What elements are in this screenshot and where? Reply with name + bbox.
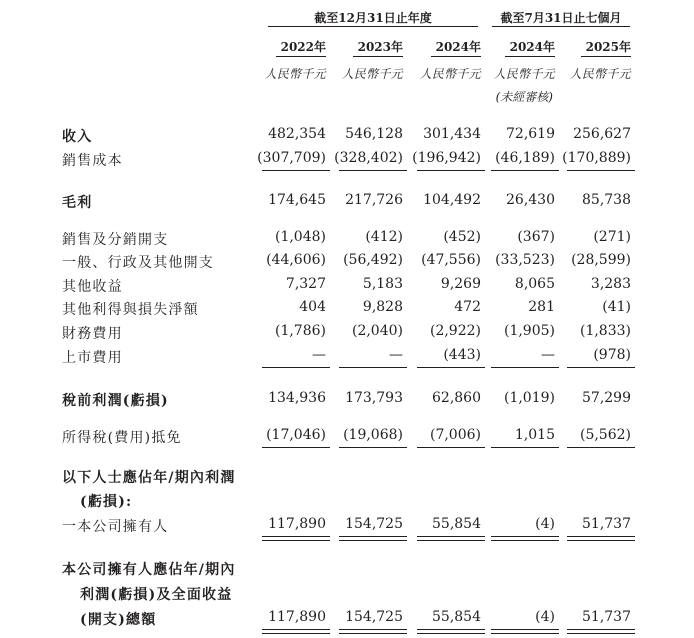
row-label-listing-expenses: 上市費用: [62, 350, 123, 366]
value-cell: 301,434: [423, 126, 481, 142]
value-cell: (41): [602, 299, 631, 315]
subtotal-rule: [491, 367, 559, 368]
unit-label: 人民幣千元: [264, 67, 326, 81]
value-cell: (170,889): [562, 150, 631, 166]
total-double-rule: [567, 629, 635, 634]
value-cell: (328,402): [334, 150, 403, 166]
year-header-2023: 2023年: [357, 40, 403, 54]
total-double-rule: [339, 629, 407, 634]
year-group-header: 截至12月31日止年度: [314, 11, 432, 25]
year-underline: [276, 56, 326, 57]
row-label-gross-profit: 毛利: [62, 195, 93, 211]
total-double-rule: [491, 536, 559, 541]
value-cell: (443): [443, 347, 481, 363]
subtotal-rule: [339, 447, 407, 448]
year-underline: [431, 56, 481, 57]
value-cell: 1,015: [514, 427, 555, 443]
value-cell: (2,040): [351, 323, 403, 339]
value-cell: —: [389, 347, 403, 363]
value-cell: 404: [299, 299, 326, 315]
period-group-underline: [492, 26, 630, 27]
value-cell: 154,725: [345, 516, 403, 532]
value-cell: 104,492: [423, 192, 481, 208]
value-cell: 7,327: [285, 276, 326, 292]
value-cell: (196,942): [412, 150, 481, 166]
total-double-rule: [491, 629, 559, 634]
value-cell: 546,128: [345, 126, 403, 142]
value-cell: 482,354: [268, 126, 326, 142]
year-header-2022: 2022年: [280, 40, 326, 54]
row-label-other-gains-losses: 其他利得與損失淨額: [62, 302, 199, 318]
value-cell: 9,269: [440, 276, 481, 292]
value-cell: (307,709): [257, 150, 326, 166]
total-double-rule: [339, 536, 407, 541]
year-group-underline: [268, 26, 478, 27]
subtotal-rule: [339, 367, 407, 368]
subtotal-rule: [262, 447, 330, 448]
value-cell: 217,726: [345, 192, 403, 208]
value-cell: (19,068): [343, 427, 403, 443]
row-label-profit-before-tax: 稅前利潤(虧損): [62, 393, 169, 409]
value-cell: (4): [535, 609, 555, 625]
value-cell: (1,048): [274, 229, 326, 245]
row-label-selling-expenses: 銷售及分銷開支: [62, 232, 169, 248]
row-label-income-tax: 所得稅(費用)抵免: [62, 430, 182, 446]
value-cell: (5,562): [579, 427, 631, 443]
period-group-header: 截至7月31日止七個月: [500, 11, 622, 25]
subtotal-rule: [567, 170, 635, 171]
value-cell: (28,599): [571, 252, 631, 268]
value-cell: (1,786): [274, 323, 326, 339]
value-cell: (4): [535, 516, 555, 532]
subtotal-rule: [339, 170, 407, 171]
value-cell: (2,922): [429, 323, 481, 339]
row-label-owners-of-company: 一本公司擁有人: [62, 519, 169, 535]
value-cell: (367): [517, 229, 555, 245]
value-cell: (271): [593, 229, 631, 245]
subtotal-rule: [417, 170, 485, 171]
row-label-revenue: 收入: [62, 129, 93, 145]
value-cell: 8,065: [514, 276, 555, 292]
value-cell: 51,737: [582, 516, 631, 532]
value-cell: (17,046): [266, 427, 326, 443]
total-double-rule: [567, 536, 635, 541]
value-cell: 72,619: [506, 126, 555, 142]
section-tci-heading: 本公司擁有人應佔年/期內: [62, 562, 236, 578]
value-cell: —: [541, 347, 555, 363]
row-label-cost-of-sales: 銷售成本: [62, 153, 123, 169]
row-label-finance-costs: 財務費用: [62, 326, 123, 342]
row-label-tci-total: (開支)總額: [80, 612, 157, 628]
subtotal-rule: [491, 447, 559, 448]
period-header-2025: 2025年: [585, 40, 631, 54]
value-cell: (412): [365, 229, 403, 245]
value-cell: 55,854: [432, 609, 481, 625]
value-cell: 9,828: [362, 299, 403, 315]
value-cell: (56,492): [343, 252, 403, 268]
subtotal-rule: [262, 367, 330, 368]
value-cell: 134,936: [268, 390, 326, 406]
subtotal-rule: [491, 170, 559, 171]
value-cell: (33,523): [495, 252, 555, 268]
value-cell: 117,890: [268, 516, 326, 532]
total-double-rule: [262, 536, 330, 541]
value-cell: 173,793: [345, 390, 403, 406]
value-cell: (978): [593, 347, 631, 363]
value-cell: (46,189): [495, 150, 555, 166]
subtotal-rule: [417, 367, 485, 368]
value-cell: 5,183: [362, 276, 403, 292]
section-attributable-heading: 以下人士應佔年/期內利潤: [62, 470, 236, 486]
value-cell: 256,627: [573, 126, 631, 142]
value-cell: (44,606): [266, 252, 326, 268]
value-cell: 51,737: [582, 609, 631, 625]
subtotal-rule: [567, 367, 635, 368]
value-cell: (47,556): [421, 252, 481, 268]
value-cell: 154,725: [345, 609, 403, 625]
value-cell: 57,299: [582, 390, 631, 406]
year-header-2024: 2024年: [435, 40, 481, 54]
unit-label: 人民幣千元: [419, 67, 481, 81]
row-label-other-income: 其他收益: [62, 279, 123, 295]
row-label-admin-expenses: 一般、行政及其他開支: [62, 255, 214, 271]
unit-label: 人民幣千元: [569, 67, 631, 81]
total-double-rule: [417, 629, 485, 634]
unit-label: 人民幣千元: [341, 67, 403, 81]
value-cell: (1,019): [503, 390, 555, 406]
unit-label: 人民幣千元: [493, 67, 555, 81]
value-cell: —: [312, 347, 326, 363]
value-cell: 85,738: [582, 192, 631, 208]
unaudited-note: (未經審核): [495, 90, 553, 104]
value-cell: 117,890: [268, 609, 326, 625]
value-cell: 26,430: [506, 192, 555, 208]
value-cell: 62,860: [432, 390, 481, 406]
subtotal-rule: [262, 170, 330, 171]
section-attributable-heading-cont: (虧損):: [80, 494, 133, 510]
value-cell: (1,905): [503, 323, 555, 339]
year-underline: [505, 56, 555, 57]
value-cell: 472: [454, 299, 481, 315]
value-cell: (452): [443, 229, 481, 245]
section-tci-heading-cont: 利潤(虧損)及全面收益: [80, 587, 233, 603]
period-header-2024: 2024年: [509, 40, 555, 54]
subtotal-rule: [567, 447, 635, 448]
value-cell: 281: [528, 299, 555, 315]
subtotal-rule: [417, 447, 485, 448]
value-cell: 55,854: [432, 516, 481, 532]
value-cell: (7,006): [429, 427, 481, 443]
year-underline: [581, 56, 631, 57]
total-double-rule: [417, 536, 485, 541]
value-cell: 174,645: [268, 192, 326, 208]
year-underline: [353, 56, 403, 57]
value-cell: 3,283: [590, 276, 631, 292]
value-cell: (1,833): [579, 323, 631, 339]
total-double-rule: [262, 629, 330, 634]
